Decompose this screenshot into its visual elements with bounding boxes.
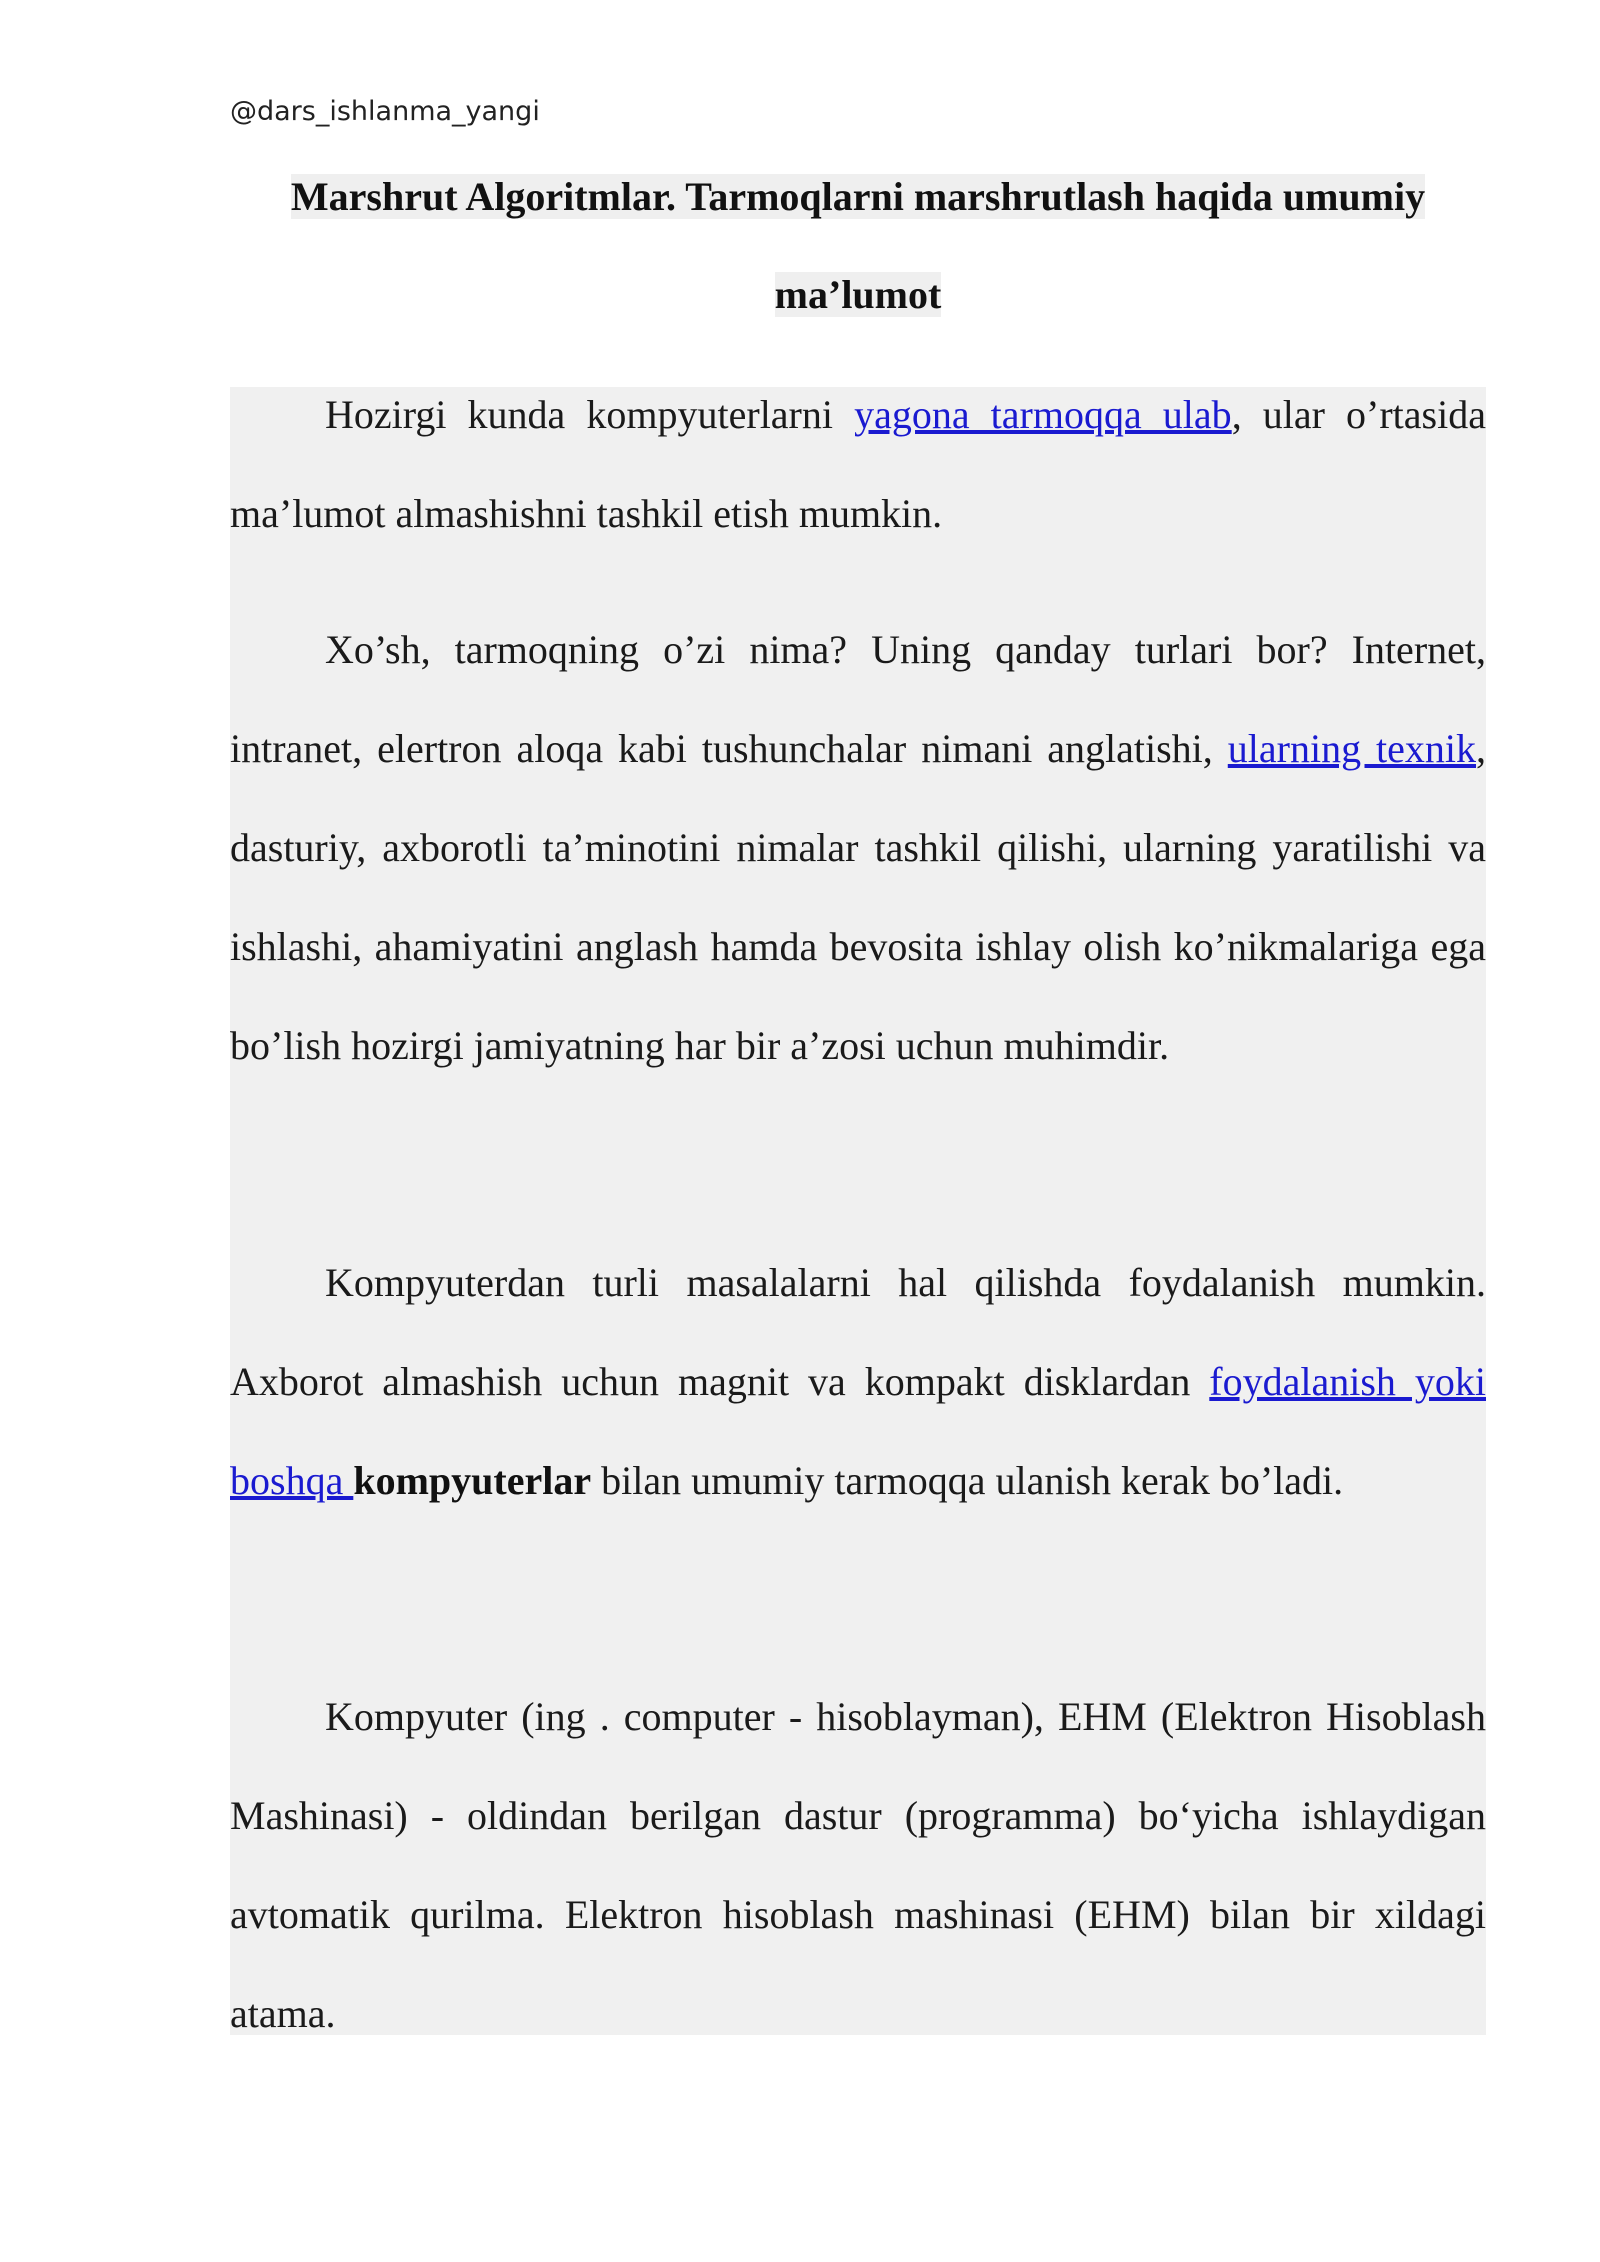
paragraph-3-text-start: Kompyuterdan turli masalalarni hal qilishda foydalanish mumkin. Axborot almashish uchun magnit va kompakt disklardan [230, 1260, 1486, 1404]
link-foydalanish-yoki-boshqa[interactable]: foydalanish yoki boshqa [230, 1359, 1486, 1503]
paragraph-1-text-end: , ular o’rtasida ma’lumot almashishni tashkil etish mumkin. [230, 392, 1486, 536]
paragraph-3-text-end: bilan umumiy tarmoqqa ulanish kerak bo’ladi. [591, 1458, 1344, 1503]
paragraph-3 [230, 1233, 1486, 1530]
paragraph-2 [230, 600, 1486, 1095]
paragraph-2-text-end: , dasturiy, axborotli ta’minotini nimalar tashkil qilishi, ularning yaratilishi va ishlashi, ahamiyatini anglash hamda bevosita ishlay olish ko’nikmalariga ega bo’lish hozirgi jamiyatning har bir a’zosi uchun muhimdir. [230, 726, 1487, 1068]
link-yagona-tarmoqqa-ulab[interactable]: yagona tarmoqqa ulab [854, 392, 1232, 437]
link-ularning-texnik[interactable]: ularning texnik [1227, 726, 1477, 771]
page-title [230, 148, 1486, 344]
paragraph-2-text-start: Xo’sh, tarmoqning o’zi nima? Uning qanday turlari bor? Internet, intranet, elertron aloqa kabi tushunchalar nimani anglatishi, [230, 627, 1486, 771]
paragraph-4: Kompyuter (ing . computer - hisoblayman), EHM (Elektron Hisoblash Mashinasi) - oldindan berilgan dastur (programma) bo‘yicha ishlaydigan avtomatik qurilma. Elektron hisoblash mashinasi (EHM) bilan bir xildagi atama. [230, 1694, 1486, 2036]
bold-kompyuterlar: kompyuterlar [353, 1458, 592, 1503]
title-line-2: ma’lumot [774, 272, 942, 317]
header-handle: @dars_ishlanma_yangi [230, 96, 540, 127]
paragraph-1-text-start: Hozirgi kunda kompyuterlarni [325, 392, 855, 437]
paragraph-1 [230, 365, 1486, 563]
title-line-1: Marshrut Algoritmlar. Tarmoqlarni marshrutlash haqida umumiy [290, 174, 1426, 219]
